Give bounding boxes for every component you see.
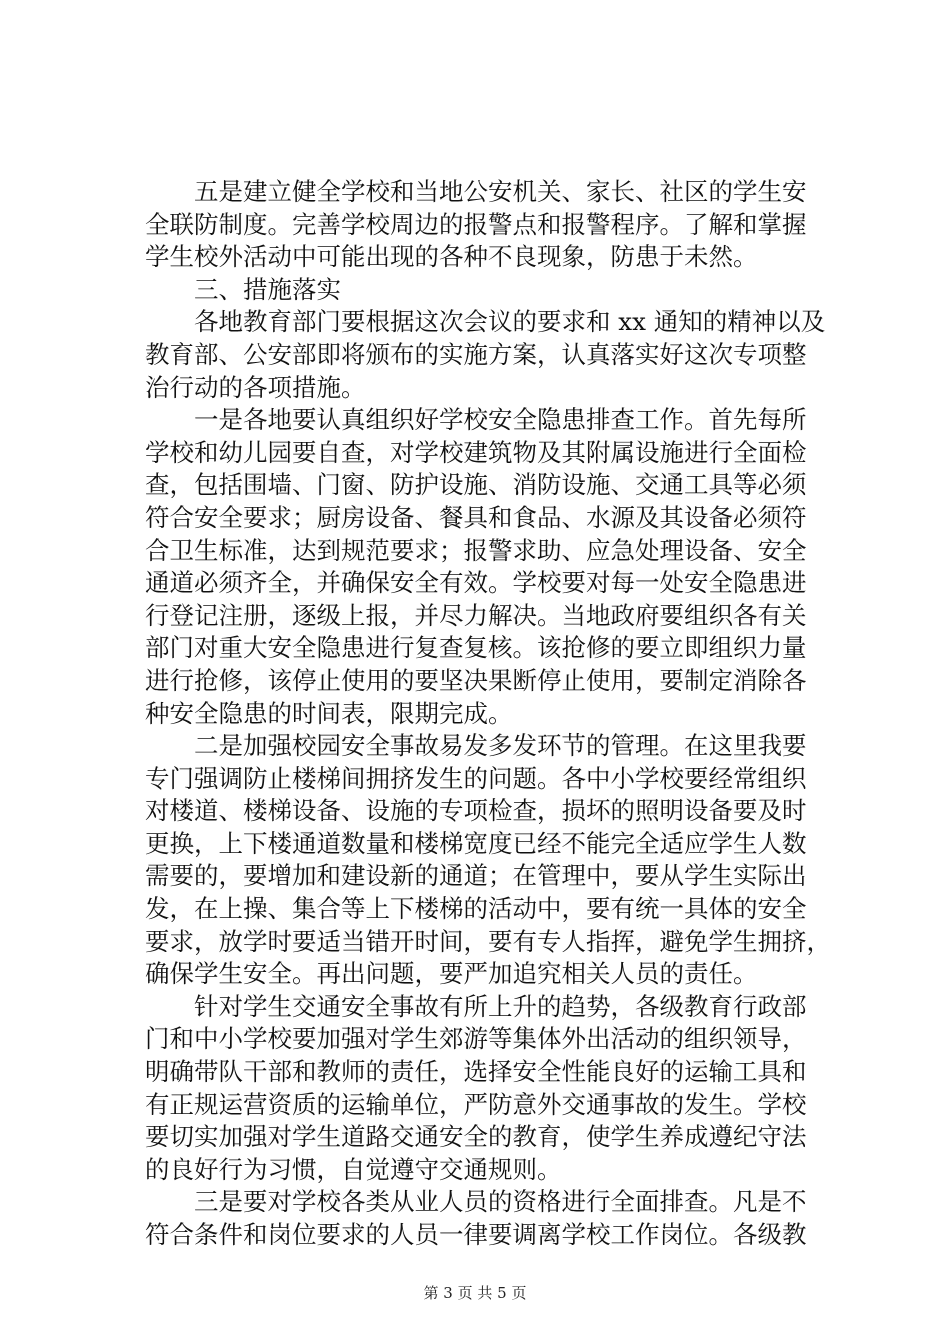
text-line: 合卫生标准，达到规范要求；报警求助、应急处理设备、安全 [145,535,807,565]
text-line: 确保学生安全。再出问题，要严加追究相关人员的责任。 [145,959,758,989]
text-line: 查，包括围墙、门窗、防护设施、消防设施、交通工具等必须 [145,470,807,500]
document-body [145,176,835,1252]
text-line: 针对学生交通安全事故有所上升的趋势，各级教育行政部 [145,991,807,1021]
text-line: 有正规运营资质的运输单位，严防意外交通事故的发生。学校 [145,1089,807,1119]
page-number-footer: 第 3 页 共 5 页 [423,1284,527,1302]
text-line: 二是加强校园安全事故易发多发环节的管理。在这里我要 [145,731,807,761]
text-line: 符合安全要求；厨房设备、餐具和食品、水源及其设备必须符 [145,502,807,532]
text-line: 需要的，要增加和建设新的通道；在管理中，要从学生实际出 [145,861,807,891]
text-line: 的良好行为习惯，自觉遵守交通规则。 [145,1154,562,1184]
text-line: 明确带队干部和教师的责任，选择安全性能良好的运输工具和 [145,1057,807,1087]
text-line: 通道必须齐全，并确保安全有效。学校要对每一处安全隐患进 [145,568,807,598]
text-line: 学生校外活动中可能出现的各种不良现象，防患于未然。 [145,242,758,272]
text-line: 发，在上操、集合等上下楼梯的活动中，要有统一具体的安全 [145,894,807,924]
text-line: 要切实加强对学生道路交通安全的教育，使学生养成遵纪守法 [145,1122,807,1152]
section-heading: 三、措施落实 [145,274,341,304]
text-line: 部门对重大安全隐患进行复查复核。该抢修的要立即组织力量 [145,633,807,663]
text-line: 专门强调防止楼梯间拥挤发生的问题。各中小学校要经常组织 [145,763,807,793]
text-line: 更换，上下楼通道数量和楼梯宽度已经不能完全适应学生人数 [145,828,807,858]
text-line: 各地教育部门要根据这次会议的要求和 xx 通知的精神以及 [145,307,826,337]
text-line: 学校和幼儿园要自查，对学校建筑物及其附属设施进行全面检 [145,437,807,467]
text-line: 教育部、公安部即将颁布的实施方案，认真落实好这次专项整 [145,339,807,369]
text-line: 五是建立健全学校和当地公安机关、家长、社区的学生安 [145,177,807,206]
text-line: 行登记注册，逐级上报，并尽力解决。当地政府要组织各有关 [145,600,807,630]
text-line: 门和中小学校要加强对学生郊游等集体外出活动的组织领导， [145,1024,807,1054]
text-line: 三是要对学校各类从业人员的资格进行全面排查。凡是不 [145,1187,807,1217]
text-line: 要求，放学时要适当错开时间，要有专人指挥，避免学生拥挤， [145,926,831,956]
text-line: 全联防制度。完善学校周边的报警点和报警程序。了解和掌握 [145,209,807,239]
text-line: 一是各地要认真组织好学校安全隐患排查工作。首先每所 [145,405,807,435]
text-line: 种安全隐患的时间表，限期完成。 [145,698,513,728]
text-line: 对楼道、楼梯设备、设施的专项检查，损坏的照明设备要及时 [145,796,807,826]
text-line: 进行抢修，该停止使用的要坚决果断停止使用，要制定消除各 [145,665,807,695]
text-line: 符合条件和岗位要求的人员一律要调离学校工作岗位。各级教 [145,1220,807,1249]
text-line: 治行动的各项措施。 [145,372,366,402]
